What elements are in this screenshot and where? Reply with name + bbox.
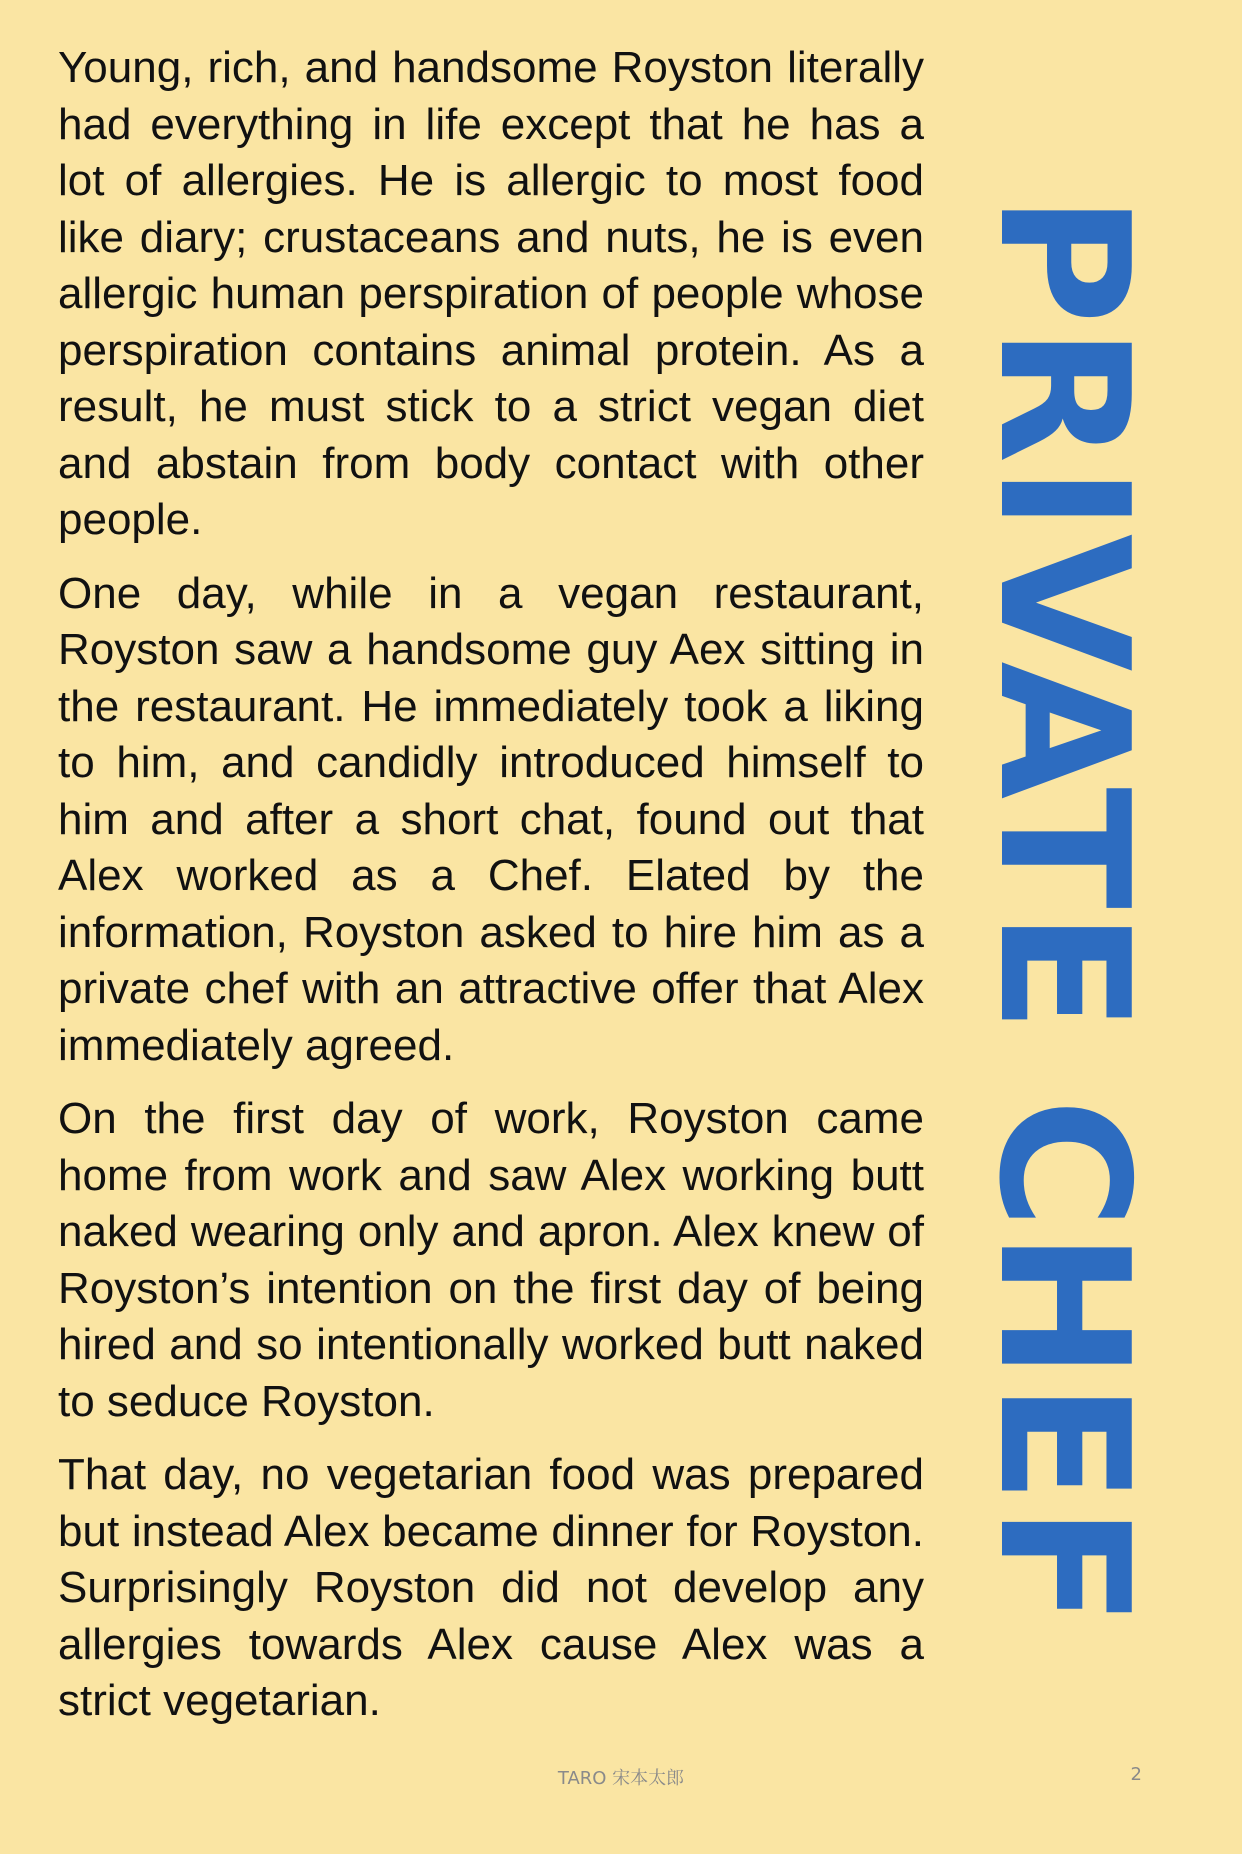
paragraph-3: On the first day of work, Royston came home from work and saw Alex working butt naked wearing only and apron. Alex knew of Royston’s intention on the first day of being hired and so intentionally worked butt naked to seduce Royston. — [58, 1094, 924, 1426]
paragraph-2: One day, while in a vegan restaurant, Royston saw a handsome guy Aex sitting in the restaurant. He immediately took a liking to him, and candidly introduced himself to him and after a short chat, found out that Alex worked as a Chef. Elated by the information, Royston asked to hire him as a private chef with an attractive offer that Alex immediately agreed. — [58, 568, 924, 1070]
page-number: 2 — [1130, 1764, 1142, 1785]
story-body — [58, 40, 924, 1747]
paragraph-4: That day, no vegetarian food was prepared but instead Alex became dinner for Royston. Surprisingly Royston did not develop any allergies towards Alex cause Alex was a strict vegetarian. — [58, 1450, 924, 1725]
footer-author: TARO 宋本太郎 — [557, 1768, 685, 1789]
vertical-title: PRIVATE CHEF — [960, 194, 1167, 1630]
paragraph-1: Young, rich, and handsome Royston literally had everything in life except that he has a lot of allergies. He is allergic to most food like diary; crustaceans and nuts, he is even allergic human perspiration of people whose perspiration contains animal protein. As a result, he must stick to a strict vegan diet and abstain from body contact with other people. — [58, 43, 924, 544]
